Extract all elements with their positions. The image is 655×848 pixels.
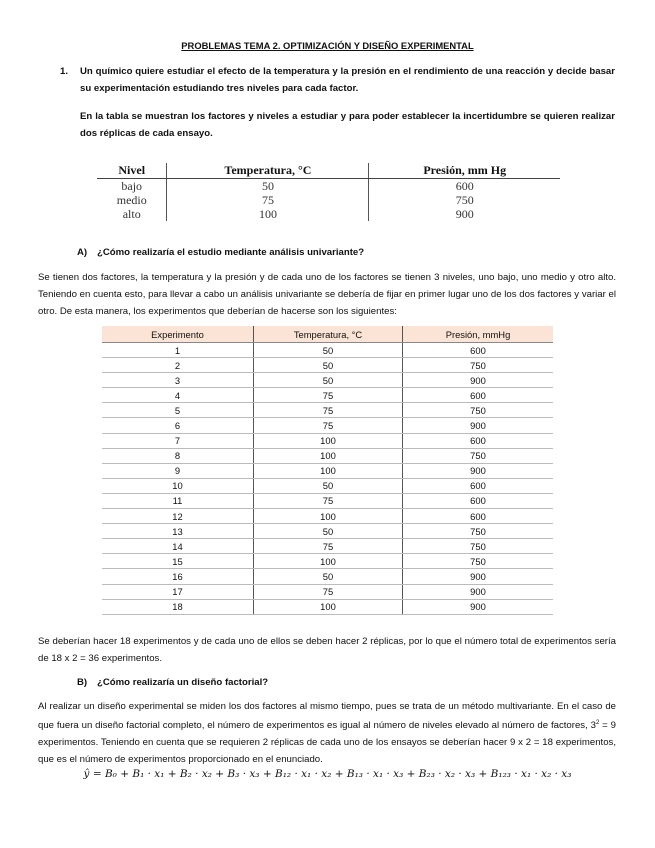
table-cell: 75 <box>254 584 403 599</box>
table-cell: 3 <box>102 373 254 388</box>
table-cell: 75 <box>254 493 403 508</box>
table-row <box>102 569 553 584</box>
table-cell: 12 <box>102 509 254 524</box>
table-cell: 750 <box>403 524 554 539</box>
table-cell: 600 <box>403 388 554 403</box>
table-cell: 75 <box>254 403 403 418</box>
experiments-table <box>102 326 553 615</box>
table-cell: 50 <box>254 478 403 493</box>
table-cell: 2 <box>102 358 254 373</box>
table-row <box>102 343 553 358</box>
table-row <box>102 388 553 403</box>
section-a-conclusion: Se deberían hacer 18 experimentos y de cada uno de ellos se deben hacer 2 réplicas, por lo que el número total de experimentos sería de 18 x 2 = 36 experimentos. <box>38 636 616 664</box>
table-cell: 900 <box>455 207 474 221</box>
table-cell: 600 <box>455 179 474 193</box>
table-row <box>102 418 553 433</box>
table-cell: 17 <box>102 584 254 599</box>
table-cell: 15 <box>102 554 254 569</box>
table-cell: 750 <box>403 448 554 463</box>
table-cell: 750 <box>403 403 554 418</box>
table-cell: 600 <box>403 509 554 524</box>
answer-part-1: Al realizar un diseño experimental se miden los dos factores al mismo tiempo, pues se trata de un método multivariante. En el caso de que fuera un diseño factorial completo, el número de experimentos es igual al número de niveles elevado al número de factores, 3 <box>38 701 616 732</box>
table-cell: 11 <box>102 493 254 508</box>
table-cell: 75 <box>254 388 403 403</box>
table-cell: 75 <box>167 193 369 207</box>
table-cell: 900 <box>403 569 554 584</box>
problem-statement: Un químico quiere estudiar el efecto de la temperatura y la presión en el rendimiento de una reacción y decide basar su experimentación estudiando tres niveles para cada factor. <box>80 66 615 94</box>
table-row <box>102 599 553 614</box>
problem-statement-2: En la tabla se muestran los factores y niveles a estudiar y para poder establecer la incertidumbre se quieren realizar dos réplicas de cada ensayo. <box>80 111 615 139</box>
table-row <box>102 524 553 539</box>
section-b-question: ¿Cómo realizaría un diseño factorial? <box>97 677 269 688</box>
table-cell: 100 <box>254 509 403 524</box>
table-row <box>102 493 553 508</box>
table-row <box>102 373 553 388</box>
document-title: PROBLEMAS TEMA 2. OPTIMIZACIÓN Y DISEÑO EXPERIMENTAL <box>181 40 474 51</box>
table-cell: 100 <box>254 599 403 614</box>
regression-equation: ŷ = B₀ + B₁ · x₁ + B₂ · x₂ + B₃ · x₃ + B₁₂ · x₁ · x₂ + B₁₃ · x₁ · x₃ + B₂₃ · x₂ · x₃ + B₁₂₃ · x₁ · x₂ · x₃ <box>83 768 572 780</box>
table-row <box>102 509 553 524</box>
table-cell: 14 <box>102 539 254 554</box>
answer-part-2: = 9 experimentos. Teniendo en cuenta que se requieren 2 réplicas de cada uno de los ensayos se deberían hacer 9 x 2 = 18 experimentos, que es el número de experimentos proporcionado en el enunciado. <box>38 720 616 766</box>
table-row <box>102 433 553 448</box>
table-cell: 900 <box>403 584 554 599</box>
table-cell: 7 <box>102 433 254 448</box>
header-presion: Presión, mmHg <box>403 326 554 343</box>
table-row <box>102 554 553 569</box>
section-b-label: B) <box>77 677 88 688</box>
table-cell: 13 <box>102 524 254 539</box>
table-cell: 600 <box>403 433 554 448</box>
table-cell: 750 <box>455 193 474 207</box>
table-cell: 8 <box>102 448 254 463</box>
table-cell: 600 <box>403 343 554 358</box>
table-row <box>102 478 553 493</box>
table-cell: 50 <box>254 569 403 584</box>
table-row <box>97 207 560 221</box>
section-a-label: A) <box>77 247 88 258</box>
levels-table <box>97 163 560 221</box>
header-temperatura: Temperatura, °C <box>167 163 369 179</box>
table-cell: 50 <box>167 179 369 194</box>
table-cell: 50 <box>254 358 403 373</box>
table-row <box>102 358 553 373</box>
table-cell: 5 <box>102 403 254 418</box>
table-row <box>102 448 553 463</box>
header-nivel: Nivel <box>97 163 167 179</box>
table-cell: 75 <box>254 418 403 433</box>
table-cell: 100 <box>254 433 403 448</box>
header-temperatura: Temperatura, °C <box>254 326 403 343</box>
table-cell: 100 <box>254 554 403 569</box>
table-cell: 50 <box>254 343 403 358</box>
exponent: 2 <box>595 720 600 726</box>
table-cell: 900 <box>403 463 554 478</box>
table-cell: 16 <box>102 569 254 584</box>
table-cell: 750 <box>403 358 554 373</box>
header-experimento: Experimento <box>102 326 254 343</box>
table-row <box>97 179 560 194</box>
table-cell: 100 <box>254 448 403 463</box>
table-cell: 75 <box>254 539 403 554</box>
section-a-answer: Se tienen dos factores, la temperatura y la presión y de cada uno de los factores se tienen 3 niveles, uno bajo, uno medio y otro alto. Teniendo en cuenta esto, para llevar a cabo un análisis univariante se debería de fijar en primer lugar uno de los dos factores y variar el otro. De esta manera, los experimentos que deberían de hacerse son los siguientes: <box>38 272 616 317</box>
table-cell: 900 <box>403 599 554 614</box>
table-cell: 10 <box>102 478 254 493</box>
table-row <box>102 403 553 418</box>
table-row <box>102 584 553 599</box>
table-cell: 600 <box>403 478 554 493</box>
table-cell: 100 <box>254 463 403 478</box>
section-b-answer <box>38 698 616 768</box>
table-cell: 18 <box>102 599 254 614</box>
section-a-question: ¿Cómo realizaría el estudio mediante análisis univariante? <box>97 247 365 258</box>
table-row <box>102 539 553 554</box>
table-cell: 6 <box>102 418 254 433</box>
table-cell: 900 <box>403 373 554 388</box>
table-cell: alto <box>97 207 167 221</box>
table-row <box>97 193 560 207</box>
table-cell: 750 <box>403 539 554 554</box>
table-cell: 750 <box>403 554 554 569</box>
table-cell: 1 <box>102 343 254 358</box>
table-row <box>102 463 553 478</box>
table-cell: 600 <box>403 493 554 508</box>
problem-number: 1. <box>60 66 69 77</box>
table-cell: 9 <box>102 463 254 478</box>
table-cell: 900 <box>403 418 554 433</box>
table-cell: 50 <box>254 524 403 539</box>
table-cell: 100 <box>167 207 369 221</box>
table-cell: 4 <box>102 388 254 403</box>
table-cell: 50 <box>254 373 403 388</box>
table-cell: bajo <box>97 179 167 194</box>
header-presion: Presión, mm Hg <box>369 163 560 179</box>
table-cell: medio <box>97 193 167 207</box>
